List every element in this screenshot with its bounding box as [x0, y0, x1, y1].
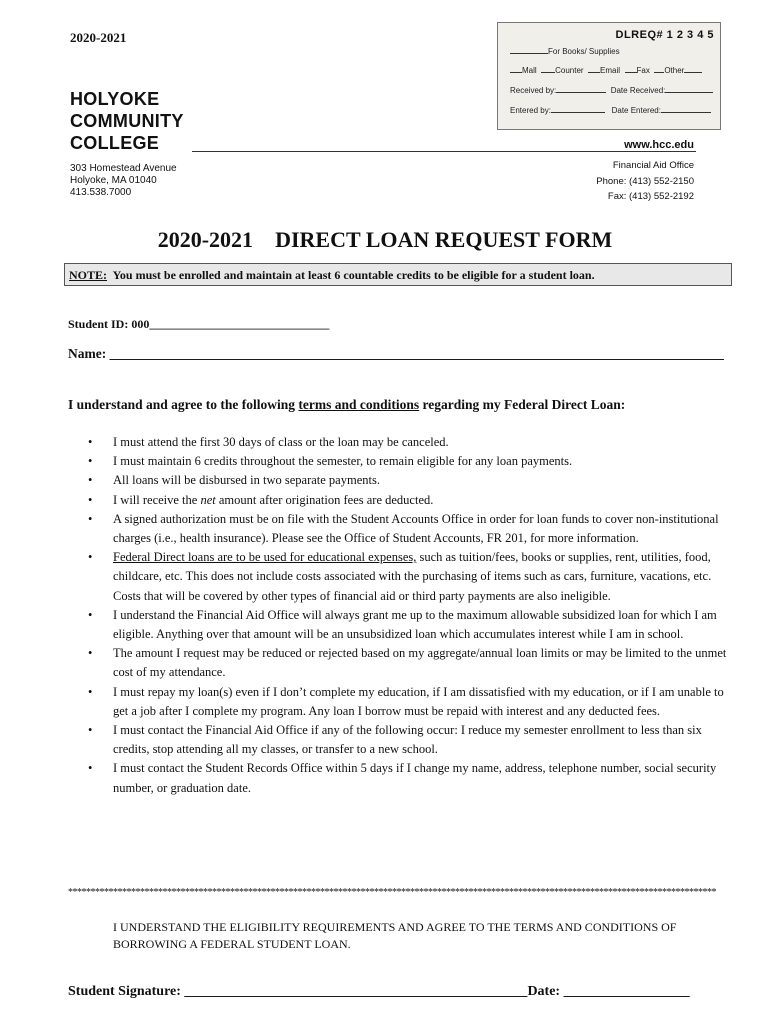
title-text: DIRECT LOAN REQUEST FORM	[275, 227, 613, 252]
page-title	[0, 227, 770, 253]
agreement-statement: I UNDERSTAND THE ELIGIBILITY REQUIREMENTS AND AGREE TO THE TERMS AND CONDITIONS OF BORROWING A FEDERAL STUDENT LOAN.	[113, 920, 677, 951]
received-by-label: Received by:	[510, 86, 557, 95]
method-row	[510, 65, 702, 75]
office-use-box	[497, 22, 721, 130]
books-label: For Books/ Supplies	[548, 47, 620, 56]
signature-row	[68, 984, 690, 1000]
terms-intro	[68, 397, 625, 413]
term-net-before: I will receive the	[113, 492, 201, 507]
date-received-label: Date Received:	[610, 86, 666, 95]
term-text: I must maintain 6 credits throughout the semester, to remain eligible for any loan payments.	[113, 454, 573, 469]
address-phone: 413.538.7000	[70, 187, 132, 198]
title-year: 2020-2021	[157, 227, 254, 252]
note-label: NOTE:	[69, 268, 108, 282]
intro-after: regarding my Federal Direct Loan:	[419, 397, 626, 412]
eligibility-note	[64, 263, 732, 286]
list-item: • Federal Direct loans are to be used for educational expenses, such as tuition/fees, books or supplies, rent, utilities, food, childcare, etc. This does not include costs associated with the purchasing of items such as cars, furniture, vacations, etc. Costs that will be covered by other types of financial aid or third party payments are also ineligible.	[88, 550, 712, 603]
entered-by-label: Entered by:	[510, 106, 551, 115]
term-fed-rest: such as tuition/fees, books or supplies, rent, utilities, food, childcare, etc. This does not include costs associated with the purchasing of items such as cars, furniture, vacations, etc. Costs that will be covered by other types of financial aid or third party payments are also ineligible.	[113, 550, 712, 603]
list-item: • I will receive the net amount after origination fees are deducted.	[88, 492, 434, 507]
student-id-field[interactable]: Student ID: 000______________________________	[68, 317, 330, 331]
term-text: I must contact the Student Records Office within 5 days if I change my name, address, telephone number, social security number, or graduation date.	[113, 761, 717, 795]
logo-line-2: COMMUNITY	[70, 111, 184, 131]
list-item: • I must contact the Financial Aid Office if any of the following occur: I reduce my semester enrollment to less than six credits, stop attending all my classes, or transfer to a new school.	[88, 723, 702, 757]
separator-line: ************************************************************************************************************************************************	[68, 887, 716, 898]
term-net-word: net	[200, 492, 216, 507]
office-phone: Phone: (413) 552-2150	[596, 175, 694, 187]
office-fax: Fax: (413) 552-2192	[607, 191, 694, 202]
term-fed-underlined: Federal Direct loans are to be used for educational expenses,	[113, 550, 417, 565]
date-entered-label: Date Entered:	[611, 106, 661, 115]
term-text: The amount I request may be reduced or rejected based on my aggregate/annual loan limits or may be limited to the unmet cost of my attendance.	[113, 646, 727, 680]
fax-label: Fax	[636, 66, 650, 75]
logo-line-3: COLLEGE	[70, 133, 160, 153]
list-item: • I must contact the Student Records Office within 5 days if I change my name, address, telephone number, social security number, or graduation date.	[88, 761, 717, 795]
email-label: Email	[600, 66, 621, 75]
list-item: • A signed authorization must be on file with the Student Accounts Office in order for loan funds to cover non-institutional charges (i.e., health insurance). Please see the Office of Student Accounts, FR 201, for more information.	[88, 511, 719, 546]
college-address	[70, 163, 177, 199]
terms-link: terms and conditions	[298, 397, 420, 412]
date-field[interactable]: Date: __________________	[527, 984, 690, 999]
address-street: 303 Homestead Avenue	[70, 163, 177, 174]
intro-before: I understand and agree to the following	[68, 397, 299, 412]
header-year: 2020-2021	[70, 30, 127, 45]
list-item: • I must repay my loan(s) even if I don’t complete my education, if I am dissatisfied with my education, or if I am unable to get a job after I complete my program. Any loan I borrow must be repaid with interest and any deducted fees.	[88, 684, 724, 718]
list-item: • I understand the Financial Aid Office will always grant me up to the maximum allowable subsidized loan for which I am eligible. Anything over that amount will be an unsubsidized loan which accumulates interest while I am in school.	[88, 607, 717, 642]
books-row	[510, 46, 620, 56]
term-net-after: amount after origination fees are deducted.	[215, 492, 434, 507]
signature-field[interactable]: Student Signature: _________________________________________________	[68, 984, 528, 999]
received-row	[510, 85, 713, 95]
terms-list	[88, 433, 728, 798]
address-city: Holyoke, MA 01040	[70, 175, 157, 186]
name-field[interactable]: Name: ___________________________________________________________________________________________	[68, 346, 724, 361]
entered-row	[510, 105, 711, 115]
office-name: Financial Aid Office	[612, 160, 694, 171]
term-text: I must contact the Financial Aid Office if any of the following occur: I reduce my semester enrollment to less than six credits, stop attending all my classes, or transfer to a new school.	[113, 723, 702, 757]
college-logo	[70, 88, 184, 154]
term-text: I must repay my loan(s) even if I don’t complete my education, if I am dissatisfied with my education, or if I am unable to get a job after I complete my program. Any loan I borrow must be repaid with interest and any deducted fees.	[113, 684, 724, 718]
counter-label: Counter	[555, 66, 584, 75]
term-text: A signed authorization must be on file with the Student Accounts Office in order for loan funds to cover non-institutional charges (i.e., health insurance). Please see the Office of Student Accounts, FR 201, for more information.	[113, 511, 719, 546]
logo-line-1: HOLYOKE	[70, 89, 160, 109]
note-text: You must be enrolled and maintain at least 6 countable credits to be eligible for a student loan.	[112, 268, 595, 282]
website-link[interactable]: www.hcc.edu	[624, 139, 694, 151]
list-item: • The amount I request may be reduced or rejected based on my aggregate/annual loan limits or may be limited to the unmet cost of my attendance.	[88, 646, 727, 680]
mail-label: Mall	[522, 66, 537, 75]
term-text: All loans will be disbursed in two separate payments.	[113, 473, 380, 488]
list-item: • I must maintain 6 credits throughout the semester, to remain eligible for any loan payments.	[88, 454, 573, 469]
list-item: • All loans will be disbursed in two separate payments.	[88, 473, 380, 488]
term-text: I must attend the first 30 days of class or the loan may be canceled.	[113, 435, 449, 449]
term-text: I understand the Financial Aid Office will always grant me up to the maximum allowable subsidized loan for which I am eligible. Anything over that amount will be an unsubsidized loan which accumulates interest while I am in school.	[113, 607, 717, 642]
header-rule	[192, 151, 696, 152]
list-item: • I must attend the first 30 days of class or the loan may be canceled.	[88, 435, 449, 449]
financial-aid-contact	[596, 158, 694, 205]
dlreq-number: DLREQ# 1 2 3 4 5	[615, 29, 714, 41]
other-label: Other	[664, 66, 685, 75]
